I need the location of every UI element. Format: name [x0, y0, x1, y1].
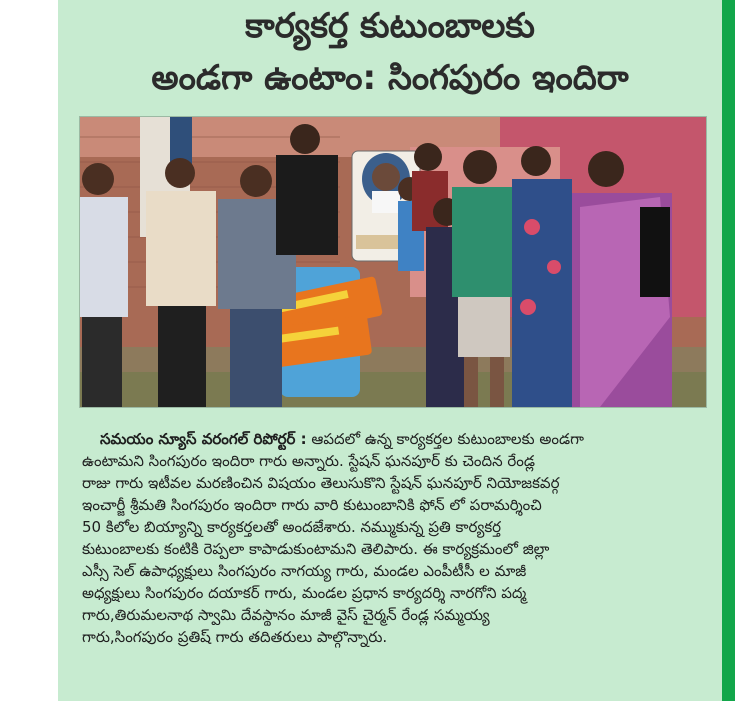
left-margin	[0, 0, 58, 701]
article-line-9: గారు,తిరుమలనాథ స్వామి దేవస్థానం మాజీ వైస్ చైర్మన్ రేండ్ల సమ్మయ్య	[82, 606, 490, 624]
article-line-8: అధ్యక్షులు సింగపురం దయాకర్ గారు, మండల ప్రధాన కార్యదర్శి నారగోని పద్మ	[82, 584, 527, 602]
headline-line-1: కార్యకర్త కుటుంబాలకు	[245, 6, 535, 46]
reporter-credit: సమయం న్యూస్ వరంగల్ రిపోర్టర్ :	[100, 430, 307, 448]
article-body	[82, 428, 698, 648]
article-line-10: గారు,సింగపురం ప్రతిష్ గారు తదితరులు పాల్గొన్నారు.	[82, 628, 388, 646]
article-line-4: ఇంచార్జీ శ్రీమతి సింగపురం ఇందిరా గారు వారి కుటుంబానికి ఫోన్ లో పరామర్శించి	[82, 496, 542, 514]
headline-line-2: అండగా ఉంటాం: సింగపురం ఇందిరా	[151, 58, 629, 98]
article-line-1-text: ఆపదలో ఉన్న కార్యకర్తల కుటుంబాలకు అండగా	[306, 430, 584, 448]
article-line-5: 50 కిలోల బియ్యాన్ని కార్యకర్తలతో అందజేశారు. నమ్ముకున్న ప్రతి కార్యకర్త	[82, 518, 502, 536]
article-line-2: ఉంటామని సింగపురం ఇందిరా గారు అన్నారు. స్టేషన్ ఘనపూర్ కు చెందిన రేండ్ల	[82, 452, 536, 470]
article-line-1	[82, 428, 698, 450]
green-side-bar	[722, 0, 735, 701]
news-clipping	[58, 0, 722, 701]
news-photo	[79, 116, 707, 408]
article-line-7: ఎస్సీ సెల్ ఉపాధ్యక్షులు సింగపురం నాగయ్య గారు, మండల ఎంపీటీసీ ల మాజీ	[82, 562, 527, 580]
article-line-3: రాజు గారు ఇటీవల మరణించిన విషయం తెలుసుకొని స్టేషన్ ఘనపూర్ నియోజకవర్గ	[82, 474, 560, 492]
article-line-6: కుటుంబాలకు కంటికి రెప్పలా కాపాడుకుంటామని తెలిపారు. ఈ కార్యక్రమంలో జిల్లా	[82, 540, 550, 558]
